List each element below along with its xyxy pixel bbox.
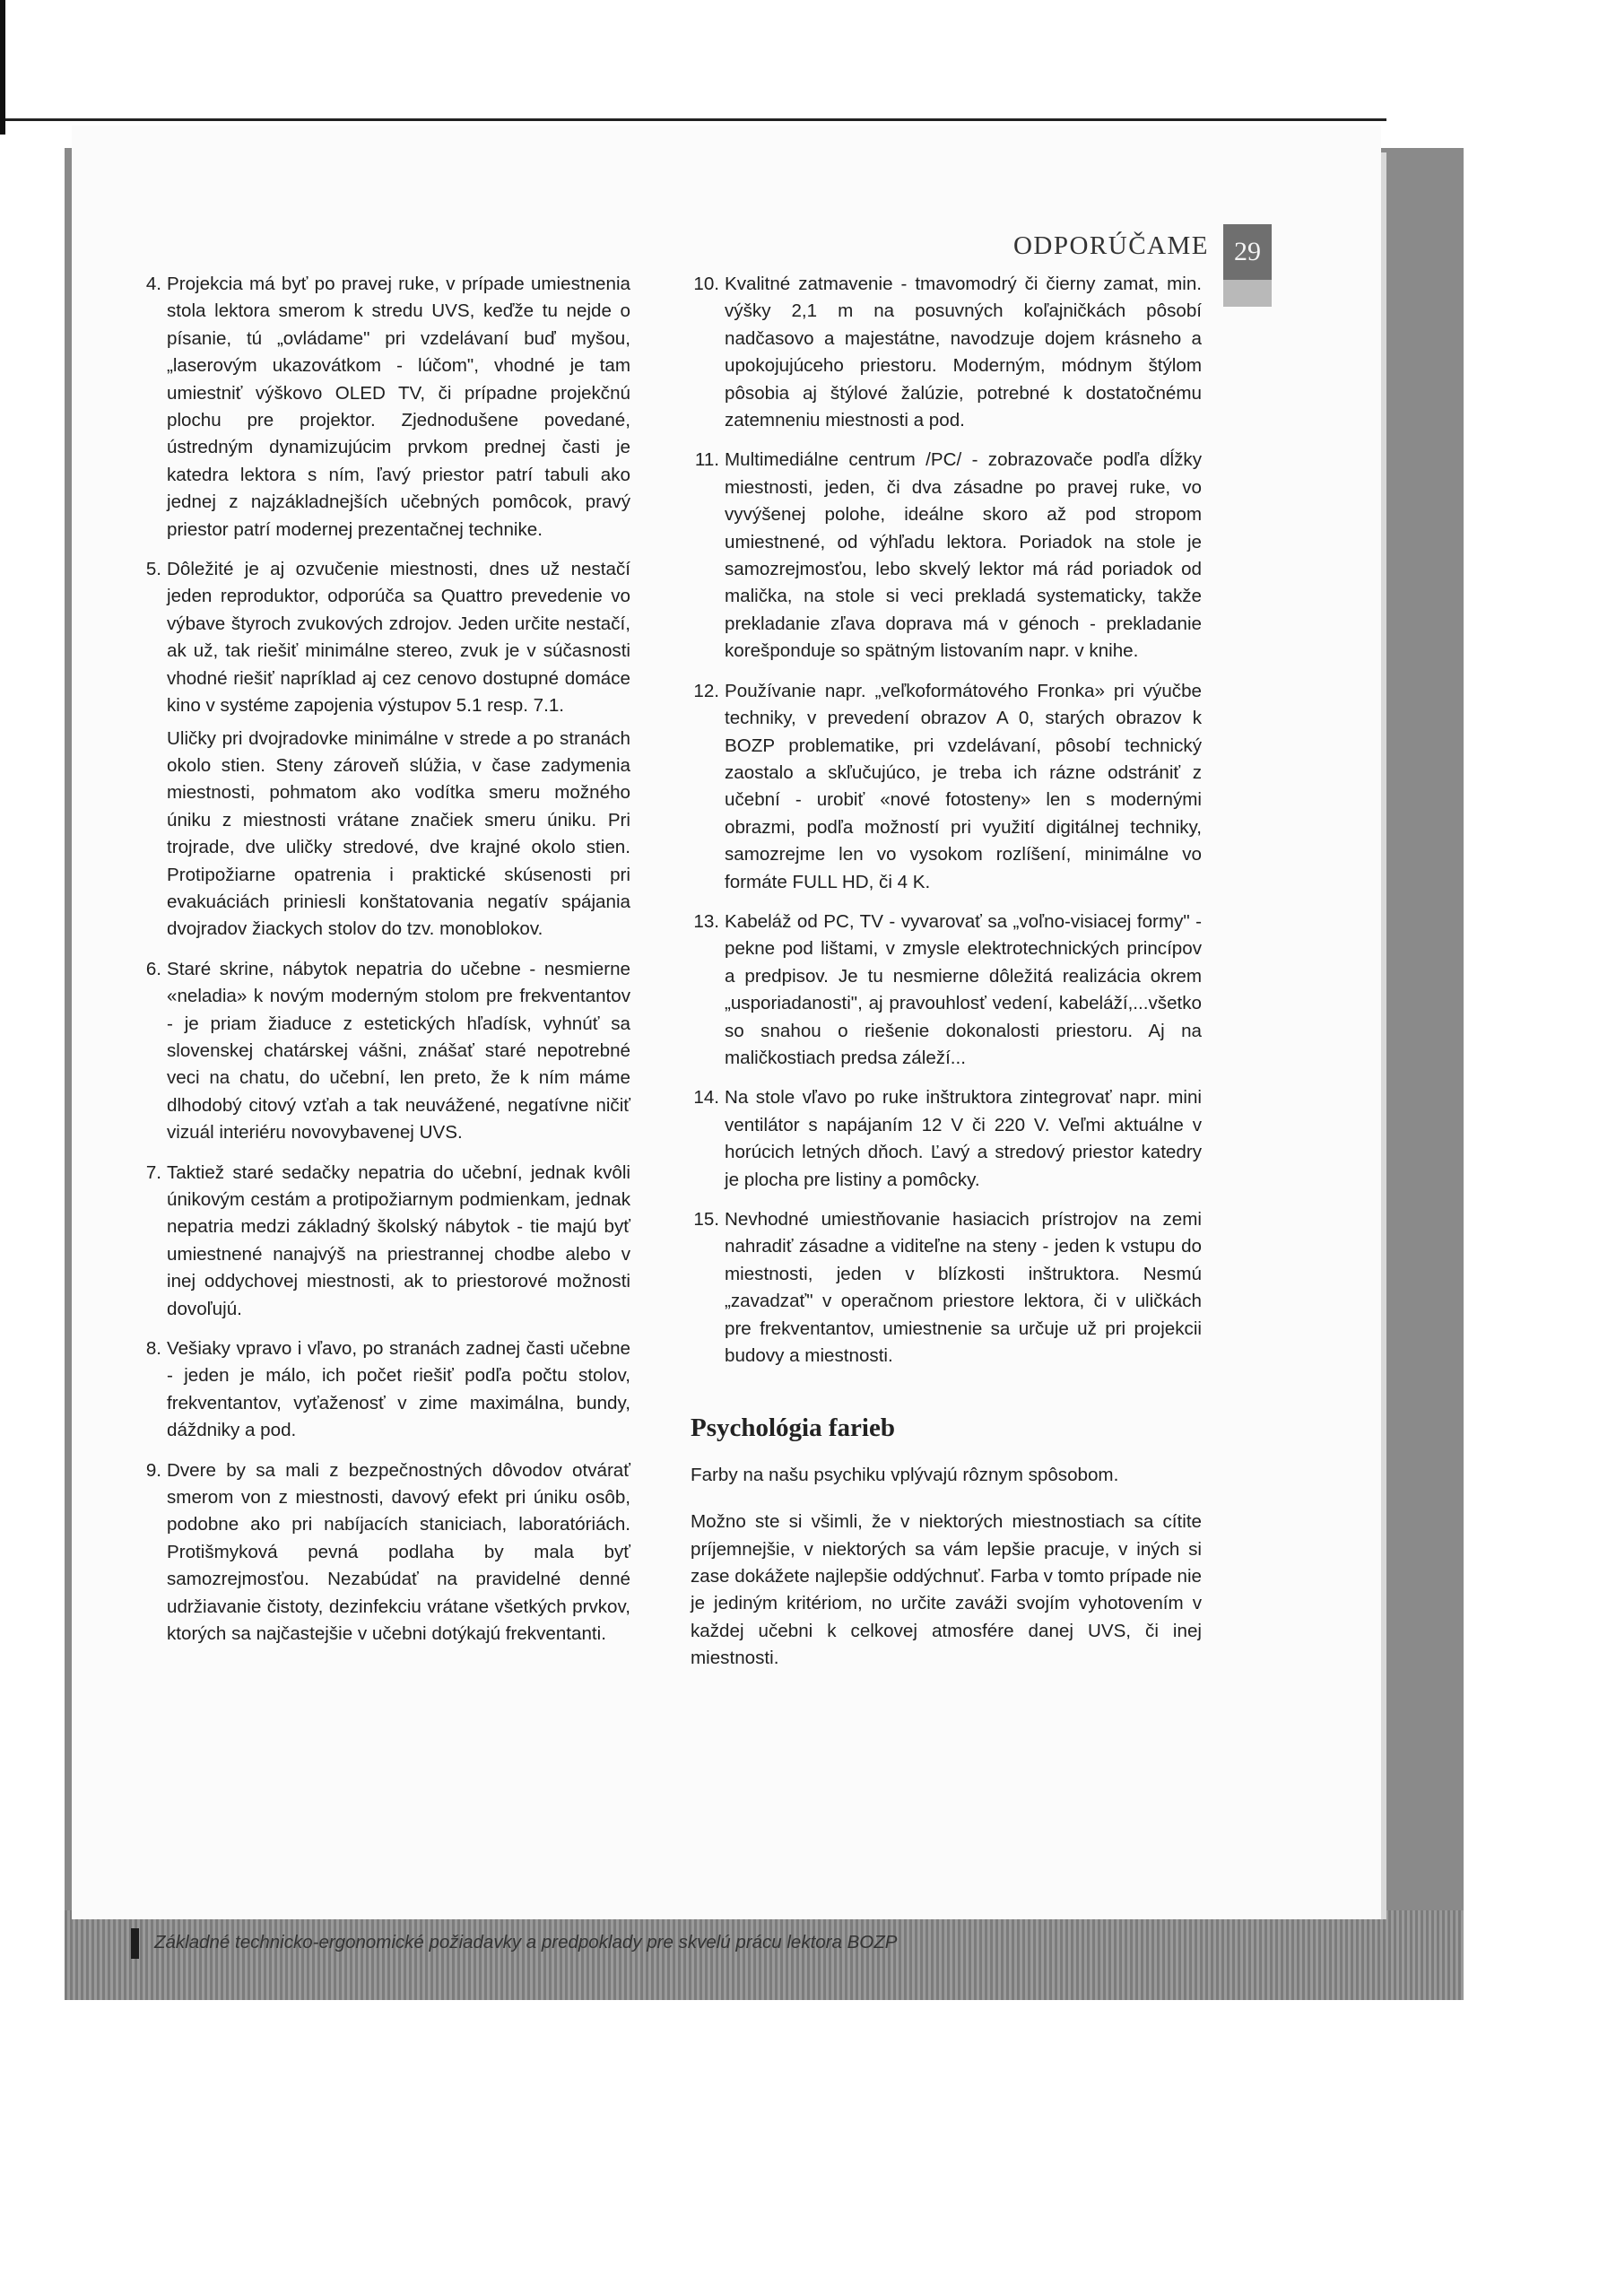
scan-background-bottom bbox=[65, 1910, 1464, 2000]
list-item-number: 4. bbox=[145, 274, 161, 294]
footer-text: Základné technicko-ergonomické požiadavky a predpoklady pre skvelú prácu lektora BOZP bbox=[154, 1932, 898, 1952]
list-item bbox=[133, 1335, 630, 1445]
list-item-text: Multimediálne centrum /PC/ - zobrazovače podľa dĺžky miestnosti, jeden, či dva zásadne po pravej ruke, vo vyvýšenej polohe, ideálne skoro až pod stropom umiestnené, od výhľadu lektora. Poriadok na stole je samozrejmosťou, lebo skvelý lektor má rád poriadok od malička, na stole si veci prekladá systematicky, takže prekladanie zľava doprava má v génoch - prekladanie korešponduje so spätným listovaním napr. v knihe. bbox=[725, 449, 1202, 662]
list-item-text: Na stole vľavo po ruke inštruktora zintegrovať napr. mini ventilátor s napájaním 12 V či 220 V. Veľmi aktuálne v horúcich letných dňoch. Ľavý a stredový priestor katedry je plocha pre listiny a pomôcky. bbox=[725, 1087, 1202, 1190]
list-item-text: Staré skrine, nábytok nepatria do učebne - nesmierne «neladia» k novým moderným stolom pre frekventantov - je priam žiaduce z estetických hľadísk, vyhnúť sa slovenskej chatárskej vášni, znášať staré nepotrebné veci na chatu, do učební, len preto, že k ním máme dlhodobý citový vzťah a tak neuvážené, negatívne ničiť vizuál interiéru novovybavenej UVS. bbox=[167, 958, 630, 1144]
list-item-text: Taktiež staré sedačky nepatria do učební, jednak kvôli únikovým cestám a protipožiarnym podmienkam, jednak nepatria medzi základný školský nábytok - tie majú byť umiestnené nanajvýš na priestrannej chodbe alebo v inej oddychovej miestnosti, ak to priestorové možnosti dovoľujú. bbox=[167, 1161, 630, 1319]
list-item bbox=[133, 956, 630, 1147]
list-item bbox=[133, 556, 630, 944]
footer-marker bbox=[131, 1928, 139, 1959]
list-item-number: 7. bbox=[145, 1161, 161, 1183]
right-numbered-list bbox=[691, 271, 1202, 1370]
list-item-number: 13. bbox=[693, 910, 719, 932]
list-item bbox=[133, 1457, 630, 1648]
page-number: 29 bbox=[1223, 224, 1272, 280]
list-item-text: Dvere by sa mali z bezpečnostných dôvodov otvárať smerom von z miestnosti, davový efekt pri úniku osôb, podobne ako pri nabíjacích staniciach, laboratóriách. Protišmyková pevná podlaha by mala byť samozrejmosťou. Nezabúdať na pravidelné denné udržiavanie čistoty, dezinfekciu vrátane všetkých prvkov, ktorých sa najčastejšie v učebni dotýkajú frekventanti. bbox=[167, 1459, 630, 1645]
scan-edge bbox=[0, 0, 5, 135]
list-item-number: 12. bbox=[693, 680, 719, 701]
list-item-text: Projekcia má byť po pravej ruke, v prípade umiestnenia stola lektora smerom k stredu UVS, keďže tu nejde o písanie, tú „ovládame" pri vzdelávaní buď myšou, „laserovým ukazovátkom - lúčom", vhodné je tam umiestniť výškovo OLED TV, či prípadne projekčnú plochu pre projektor. Zjednodušene povedané, ústredným dynamizujúcim prvkom prednej časti je katedra lektora s ním, ľavý priestor patrí tabuli ako jednej z najzákladnejších učebných pomôcok, pravý priestor patrí modernej prezentačnej technike. bbox=[167, 274, 630, 540]
list-item-number: 10. bbox=[693, 274, 719, 294]
list-item-number: 11. bbox=[694, 449, 719, 471]
list-item-number: 5. bbox=[145, 559, 161, 580]
list-item-text: Dôležité je aj ozvučenie miestnosti, dnes už nestačí jeden reproduktor, odporúča sa Quattro prevedenie vo výbave štyroch zvukových zdrojov. Jeden určite nestačí, ak už, tak riešiť minimálne stereo, zvuk je v súčasnosti vhodné riešiť napríklad aj cez cenovo dostupné domáce kino v systéme zapojenia výstupov 5.1 resp. 7.1. bbox=[167, 559, 630, 717]
list-item-number: 8. bbox=[145, 1338, 161, 1360]
list-item bbox=[691, 1084, 1202, 1194]
section-paragraph: Možno ste si všimli, že v niektorých miestnostiach sa cítite príjemnejšie, v niektorých sa vám lepšie pracuje, v iných si zase dokážete najlepšie oddýchnuť. Farba v tomto prípade nie je jediným kritériom, no určite zaváži svojím vyhotovením v každej učebni k celkovej atmosfére danej UVS, či inej miestnosti. bbox=[691, 1511, 1202, 1669]
list-item bbox=[691, 1206, 1202, 1370]
page-number-shadow bbox=[1223, 280, 1272, 307]
list-item bbox=[691, 678, 1202, 896]
list-item bbox=[691, 271, 1202, 434]
section-heading: Psychológia farieb bbox=[691, 1413, 895, 1443]
list-item-number: 14. bbox=[693, 1087, 719, 1109]
right-column bbox=[691, 271, 1202, 1692]
list-item-text: Kvalitné zatmavenie - tmavomodrý či čierny zamat, min. výšky 2,1 m na posuvných koľajničkách pôsobí nadčasovo a majestátne, navodzuje dojem krásneho a upokojujúceho priestoru. Moderným, módnym štýlom pôsobia aj štýlové žalúzie, potrebné k dostatočnému zatemneniu miestnosti a pod. bbox=[725, 274, 1202, 431]
scan-top-line bbox=[5, 118, 1386, 121]
left-column bbox=[133, 271, 630, 1661]
list-item-number: 6. bbox=[145, 958, 161, 979]
list-item-text: Nevhodné umiestňovanie hasiacich prístrojov na zemi nahradiť zásadne a viditeľne na steny - jeden k vstupu do miestnosti, jeden v blízkosti inštruktora. Nesmú „zavadzať" v operačnom priestore lektora, či v uličkách pre frekventantov, umiestnenie sa určuje už pri projekcii budovy a miestnosti. bbox=[725, 1209, 1202, 1367]
list-item bbox=[133, 1160, 630, 1323]
list-item-number: 9. bbox=[145, 1459, 161, 1481]
list-item-text: Kabeláž od PC, TV - vyvarovať sa „voľno-visiacej formy" - pekne pod lištami, v zmysle elektrotechnických princípov a predpisov. Je tu nesmierne dôležitá realizácia okrem „usporiadanosti", aj pravouhlosť vedení, kabeláží,...všetko so snahou o riešenie dokonalosti priestoru. Aj na maličkostiach predsa záleží... bbox=[725, 910, 1202, 1068]
running-title: ODPORÚČAME bbox=[1012, 231, 1209, 260]
list-item bbox=[691, 447, 1202, 665]
list-item-text: Používanie napr. „veľkoformátového Fronka» pri výučbe techniky, v prevedení obrazov A 0, starých obrazov k BOZP problematike, pri vzdelávaní, pôsobí technický zaostalo a skľučujúco, je treba ich rázne odstrániť z učební - urobiť «nové fotosteny» len s modernými obrazmi, podľa možností pri využití digitálnej techniky, samozrejme len vo vysokom rozlíšení, minimálne vo formáte FULL HD, či 4 K. bbox=[725, 680, 1202, 892]
list-item bbox=[691, 909, 1202, 1072]
list-item-number: 15. bbox=[693, 1209, 719, 1230]
list-item-text: Uličky pri dvojradovke minimálne v strede a po stranách okolo stien. Steny zároveň slúžia, v čase zadymenia miestnosti, pohmatom ako vodítka smeru možného úniku z miestnosti vrátane značiek smeru úniku. Pri trojrade, dve uličky stredové, dve krajné okolo stien. Protipožiarne opatrenia i praktické skúsenosti pri evakuáciách priniesli konštatovania negatív spájania dvojradov žiackych stolov do tzv. monoblokov. bbox=[167, 727, 630, 940]
list-item-text: Vešiaky vpravo i vľavo, po stranách zadnej časti učebne - jeden je málo, ich počet riešiť podľa počtu stolov, frekventantov, vyťaženosť v zime maximálna, bundy, dáždniky a pod. bbox=[167, 1338, 630, 1441]
section-paragraph: Farby na našu psychiku vplývajú rôznym spôsobom. bbox=[691, 1464, 1119, 1485]
list-item bbox=[133, 271, 630, 544]
